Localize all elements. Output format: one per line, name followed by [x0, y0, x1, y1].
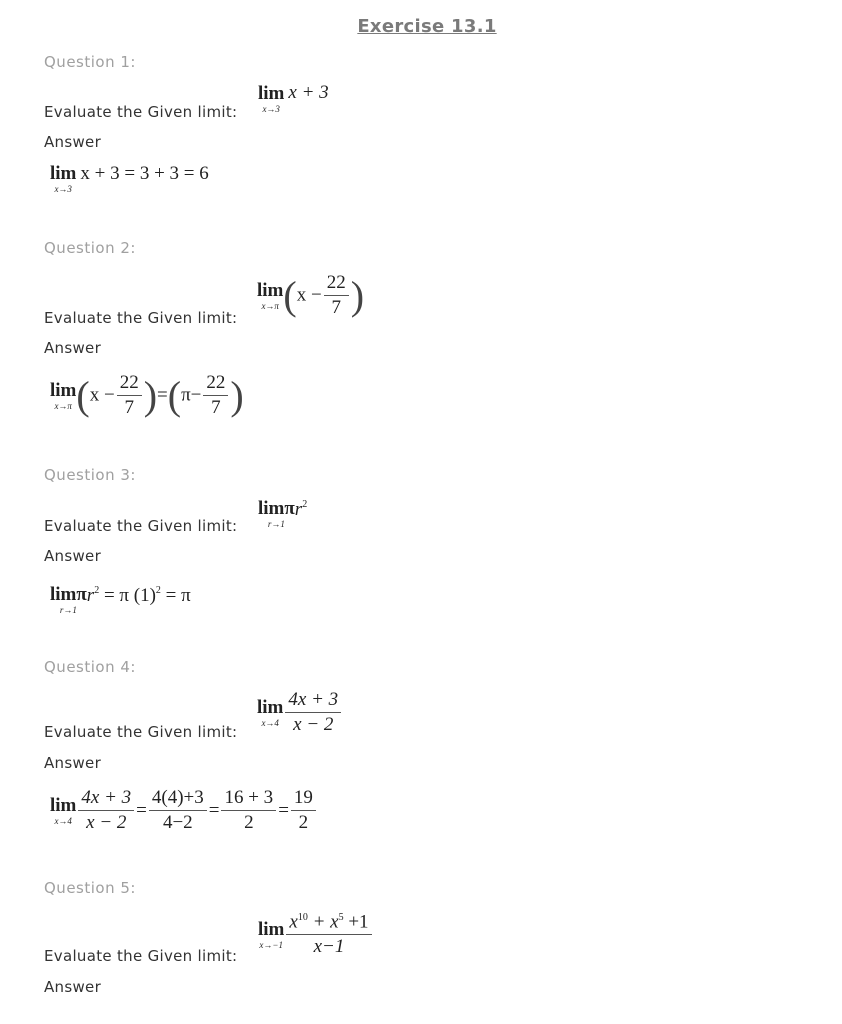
question-4-answer-label: Answer	[44, 754, 102, 772]
question-2-answer-label: Answer	[44, 339, 102, 357]
question-1-label: Question 1:	[44, 53, 136, 71]
question-2-given-expression: lim x→π (x − $\frac{22}{7}$ )	[257, 271, 365, 318]
question-2-label: Question 2:	[44, 239, 136, 257]
question-4-answer-expression: lim x→4 $\frac{4x + 3}{x - 2}$ = $\frac{4(4)+3}{4-2}$ = $\frac{16 + 3}{2}$ = $\frac{19}{2}$	[50, 788, 318, 834]
question-3-answer-expression: limπ r→1 $r^2 = \pi$ $(1)^2 = \pi$	[50, 584, 191, 615]
question-3-label: Question 3:	[44, 466, 136, 484]
question-3-answer-label: Answer	[44, 547, 102, 565]
question-3-given-expression: limπ r→1 $r^2$	[258, 498, 308, 529]
question-3-prompt: Evaluate the Given limit:	[44, 517, 238, 535]
question-4-prompt: Evaluate the Given limit:	[44, 723, 238, 741]
question-5-prompt: Evaluate the Given limit:	[44, 947, 238, 965]
question-1-given-expression: lim x→3 x + 3	[258, 82, 329, 114]
question-4-label: Question 4:	[44, 658, 136, 676]
question-1-answer-expression: lim x→3 x + 3 = 3 + 3 = 6	[50, 163, 209, 194]
question-4-given-expression: lim x→4 $\frac{4x + 3}{x - 2}$	[257, 690, 343, 736]
question-2-prompt: Evaluate the Given limit:	[44, 309, 238, 327]
question-1-answer-label: Answer	[44, 133, 102, 151]
question-1-prompt: Evaluate the Given limit:	[44, 103, 238, 121]
question-5-given-expression: lim x→−1 $\frac{x^{10} + x^5 +1}{x-1}$	[258, 912, 374, 958]
question-5-label: Question 5:	[44, 879, 136, 897]
page-title: Exercise 13.1	[357, 16, 497, 37]
question-2-answer-expression: lim x→π (x − $\frac{22}{7}$ )=(π− $\frac{22}{7}$ )	[50, 371, 244, 418]
question-5-answer-label: Answer	[44, 978, 102, 996]
